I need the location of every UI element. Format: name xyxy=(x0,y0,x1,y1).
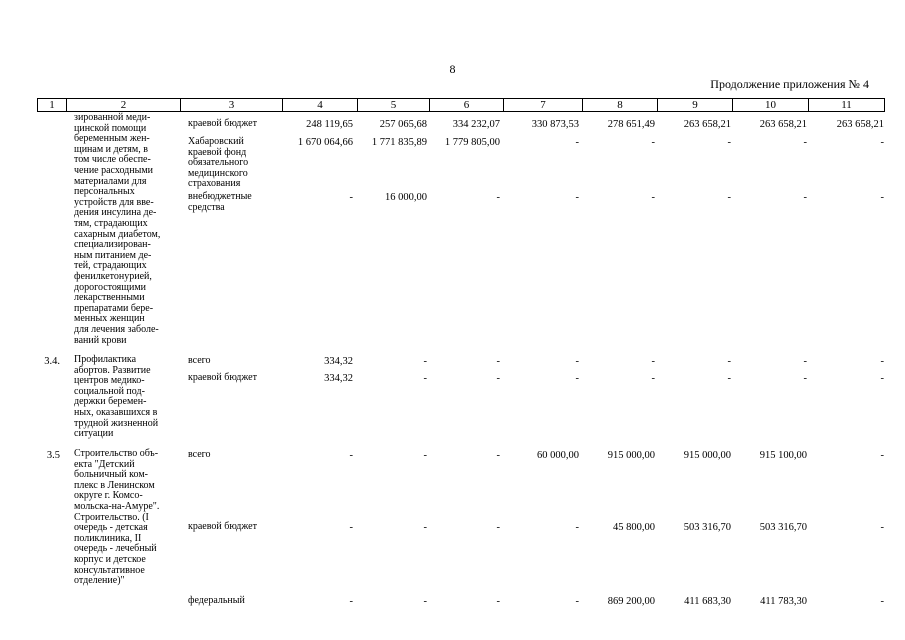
col-header-11: 11 xyxy=(808,98,885,112)
col-header-1: 1 xyxy=(37,98,67,112)
cell-value: - xyxy=(423,522,427,533)
cell-value: - xyxy=(880,522,884,533)
cell-value: - xyxy=(880,373,884,384)
row-name-line: устройств для вве- xyxy=(74,196,154,208)
row-name-line: социальной под- xyxy=(74,385,145,397)
cell-value: - xyxy=(880,192,884,203)
cell-value: 869 200,00 xyxy=(607,596,655,607)
row-name-line: специализирован- xyxy=(74,239,151,251)
cell-value: - xyxy=(496,192,500,203)
cell-value: 915 100,00 xyxy=(759,450,807,461)
col-header-7: 7 xyxy=(503,98,583,112)
funding-source-label: федеральный xyxy=(188,595,245,606)
row-name-line: ваний крови xyxy=(74,334,127,346)
cell-value: 411 783,30 xyxy=(760,596,807,607)
cell-value: - xyxy=(575,192,579,203)
cell-value: - xyxy=(349,596,353,607)
row-name-line: материалами для xyxy=(74,175,147,187)
row-name-line: отделение)" xyxy=(74,575,125,587)
funding-source-label: внебюджетные xyxy=(188,191,252,202)
cell-value: - xyxy=(880,356,884,367)
row-name-line: мольска-на-Амуре". xyxy=(74,501,160,512)
row-name-line: трудной жизненной xyxy=(74,417,159,429)
cell-value: 45 800,00 xyxy=(613,522,655,533)
row-name-line: ным питанием де- xyxy=(74,249,152,261)
cell-value: 16 000,00 xyxy=(385,192,427,203)
cell-value: 278 651,49 xyxy=(607,119,655,130)
cell-value: 60 000,00 xyxy=(537,450,579,461)
cell-value: 263 658,21 xyxy=(759,119,807,130)
cell-value: - xyxy=(349,450,353,461)
row-name-line: беременным жен- xyxy=(74,133,150,145)
cell-value: - xyxy=(651,356,655,367)
cell-value: 411 683,30 xyxy=(684,596,731,607)
row-number: 3.5 xyxy=(46,450,60,461)
funding-source-label: Хабаровский xyxy=(188,136,244,147)
row-name-line: дорогостоящими xyxy=(74,281,147,293)
col-header-8: 8 xyxy=(582,98,658,112)
continuation-note: Продолжение приложения № 4 xyxy=(710,77,869,91)
row-name-line: лекарственными xyxy=(74,292,145,304)
row-name-line: ных, оказавшихся в xyxy=(74,407,158,418)
funding-source-label: страхования xyxy=(188,178,241,190)
row-name-line: щинам и детям, в xyxy=(74,143,148,155)
row-name-line: консультативное xyxy=(74,564,145,576)
row-name-line: поликлиника, II xyxy=(74,532,142,544)
funding-source-label: краевой бюджет xyxy=(188,521,257,532)
cell-value: - xyxy=(575,522,579,533)
cell-value: 503 316,70 xyxy=(759,522,807,533)
cell-value: - xyxy=(651,137,655,148)
cell-value: - xyxy=(803,137,807,148)
cell-value: 915 000,00 xyxy=(683,450,731,461)
col-header-2: 2 xyxy=(66,98,181,112)
cell-value: 248 119,65 xyxy=(306,119,353,130)
cell-value: - xyxy=(651,192,655,203)
cell-value: - xyxy=(575,373,579,384)
cell-value: - xyxy=(880,137,884,148)
funding-source-label: медицинского xyxy=(188,167,248,179)
cell-value: - xyxy=(423,356,427,367)
row-name-line: препаратами бере- xyxy=(74,302,154,314)
row-number: 3.4. xyxy=(44,356,60,367)
funding-source-label: всего xyxy=(188,449,211,460)
cell-value: - xyxy=(349,192,353,203)
cell-value: - xyxy=(496,596,500,607)
cell-value: - xyxy=(349,522,353,533)
col-header-5: 5 xyxy=(357,98,430,112)
funding-source-label: обязательного xyxy=(188,157,249,169)
row-name-line: фенилкетонурией, xyxy=(74,271,152,282)
row-name-line: екта "Детский xyxy=(74,458,135,470)
cell-value: 503 316,70 xyxy=(683,522,731,533)
cell-value: - xyxy=(651,373,655,384)
cell-value: - xyxy=(727,373,731,384)
funding-source-label: краевой бюджет xyxy=(188,372,257,383)
row-name-line: Профилактика xyxy=(74,354,137,365)
funding-source-label: всего xyxy=(188,355,211,366)
cell-value: 334 232,07 xyxy=(452,119,500,130)
cell-value: 334,32 xyxy=(324,373,353,384)
cell-value: 915 000,00 xyxy=(607,450,655,461)
cell-value: - xyxy=(727,137,731,148)
cell-value: 263 658,21 xyxy=(683,119,731,130)
cell-value: 1 670 064,66 xyxy=(297,137,353,148)
row-name-line: том числе обеспе- xyxy=(74,154,151,166)
col-header-10: 10 xyxy=(732,98,809,112)
row-name-line: Строительство. (I xyxy=(74,511,149,523)
col-header-3: 3 xyxy=(180,98,283,112)
cell-value: - xyxy=(880,596,884,607)
row-name-line: очередь - детская xyxy=(74,522,148,534)
cell-value: 330 873,53 xyxy=(531,119,579,130)
funding-source-label: краевой фонд xyxy=(188,146,247,158)
row-name-line: держки беремен- xyxy=(74,396,147,408)
row-name-line: чение расходными xyxy=(74,165,154,176)
row-name-line: центров медико- xyxy=(74,375,145,387)
col-header-6: 6 xyxy=(429,98,504,112)
cell-value: - xyxy=(423,450,427,461)
page-number: 8 xyxy=(449,62,456,76)
cell-value: - xyxy=(803,192,807,203)
row-name-line: менных женщин xyxy=(74,313,145,325)
row-name-line: зированной меди- xyxy=(74,112,151,123)
cell-value: - xyxy=(575,356,579,367)
cell-value: - xyxy=(496,356,500,367)
cell-value: - xyxy=(803,373,807,384)
row-name-line: сахарным диабетом, xyxy=(74,228,161,240)
row-name-line: персональных xyxy=(74,186,135,198)
row-name-line: тям, страдающих xyxy=(74,218,148,229)
cell-value: 257 065,68 xyxy=(379,119,427,130)
cell-value: - xyxy=(496,373,500,384)
cell-value: - xyxy=(423,596,427,607)
row-name-line: для лечения заболе- xyxy=(74,324,159,335)
cell-value: - xyxy=(880,450,884,461)
cell-value: 334,32 xyxy=(324,356,353,367)
row-name-line: корпус и детское xyxy=(74,554,146,565)
row-name-line: Строительство объ- xyxy=(74,448,159,459)
funding-source-label: краевой бюджет xyxy=(188,118,257,129)
row-name-line: цинской помощи xyxy=(74,122,147,134)
cell-value: 1 771 835,89 xyxy=(371,137,427,148)
row-name-line: тей, страдающих xyxy=(74,260,147,272)
cell-value: - xyxy=(496,450,500,461)
cell-value: 263 658,21 xyxy=(836,119,884,130)
row-name-line: очередь - лечебный xyxy=(74,543,157,555)
row-name-line: округе г. Комсо- xyxy=(74,490,143,502)
row-name-line: абортов. Развитие xyxy=(74,364,151,376)
row-name-line: плекс в Ленинском xyxy=(74,479,155,491)
cell-value: - xyxy=(727,356,731,367)
cell-value: - xyxy=(803,356,807,367)
col-header-4: 4 xyxy=(282,98,358,112)
row-name-line: дения инсулина де- xyxy=(74,207,157,219)
funding-source-label: средства xyxy=(188,201,225,213)
row-name-line: больничный ком- xyxy=(74,469,148,481)
cell-value: - xyxy=(727,192,731,203)
cell-value: - xyxy=(575,596,579,607)
col-header-9: 9 xyxy=(657,98,733,112)
cell-value: - xyxy=(575,137,579,148)
cell-value: - xyxy=(423,373,427,384)
cell-value: 1 779 805,00 xyxy=(444,137,500,148)
cell-value: - xyxy=(496,522,500,533)
row-name-line: ситуации xyxy=(74,428,114,440)
